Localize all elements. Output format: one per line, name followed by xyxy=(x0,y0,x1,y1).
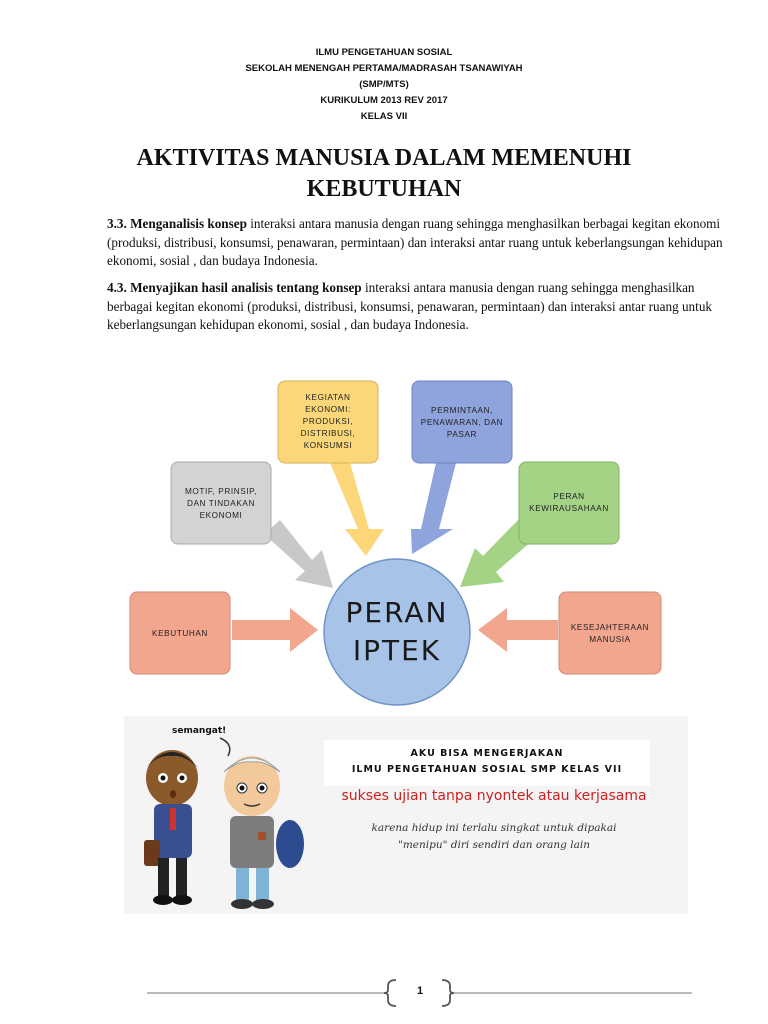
header-curriculum: KURIKULUM 2013 REV 2017 xyxy=(320,95,448,106)
node-label-motif-1: MOTIF, PRINSIP, xyxy=(184,487,258,496)
node-label-kegiatan-2: EKONOMI: xyxy=(305,405,351,414)
node-label-kewirausahaan-1: PERAN xyxy=(553,492,585,501)
node-label-kegiatan-4: DISTRIBUSI, xyxy=(300,429,356,438)
banner-quote xyxy=(324,820,664,854)
node-label-permintaan-2: PENAWARAN, DAN xyxy=(420,418,504,427)
node-label-kesejahteraan-1: KESEJAHTERAAN xyxy=(570,623,650,632)
hub-label-line-2: IPTEK xyxy=(352,634,442,667)
banner-slogan: sukses ujian tanpa nyontek atau kerjasama xyxy=(341,788,647,804)
node-box-kesejahteraan xyxy=(559,592,661,674)
hub-circle xyxy=(324,559,470,705)
motivation-banner xyxy=(124,716,688,914)
node-label-kebutuhan: KEBUTUHAN xyxy=(152,629,208,638)
document-header xyxy=(0,45,768,125)
header-class: KELAS VII xyxy=(360,111,408,122)
objective-text: interaksi antara manusia dengan ruang sehingga menghasilkan berbagai kegitan ekonomi (produksi, distribusi, konsumsi, penawaran, permintaan) dan interaksi antar ruang untuk keberlangsungan kehidupan ekonomi, sosial , dan budaya Indonesia. xyxy=(107,216,723,268)
title-line-1: AKTIVITAS MANUSIA DALAM MEMENUHI xyxy=(136,145,632,171)
header-school: SEKOLAH MENENGAH PERTAMA/MADRASAH TSANAWIYAH xyxy=(245,63,523,74)
arrow-kesejahteraan xyxy=(478,608,558,652)
arrow-motif xyxy=(264,520,333,588)
banner-heading-line-1: AKU BISA MENGERJAKAN xyxy=(410,748,564,759)
arrow-permintaan xyxy=(411,463,456,554)
speech-bubble-text: semangat! xyxy=(172,726,227,736)
node-label-permintaan-1: PERMINTAAN, xyxy=(431,406,493,415)
objective-3-3 xyxy=(107,215,727,271)
banner-quote-line-1: karena hidup ini terlalu singkat untuk dipakai xyxy=(371,822,617,834)
objective-label: 3.3. Menganalisis konsep xyxy=(107,216,247,231)
node-label-kewirausahaan-2: KEWIRAUSAHAAN xyxy=(529,504,609,513)
node-label-kegiatan-1: KEGIATAN xyxy=(305,393,351,402)
iptek-diagram xyxy=(0,370,768,710)
cartoon-students-illustration xyxy=(124,716,314,914)
objective-text: interaksi antara manusia dengan ruang sehingga menghasilkan berbagai kegitan ekonomi (produksi, distribusi, konsumsi, penawaran, permintaan) dan interaksi antar ruang untuk keberlangsungan kehidupan ekonomi, sosial , dan budaya Indonesia. xyxy=(107,280,713,332)
objective-label: 4.3. Menyajikan hasil analisis tentang konsep xyxy=(107,280,362,295)
arrow-kebutuhan xyxy=(232,608,318,652)
header-school-abbr: (SMP/MTS) xyxy=(359,79,409,90)
page-number: 1 xyxy=(416,985,424,997)
node-label-kegiatan-3: PRODUKSI, xyxy=(302,417,354,426)
node-label-motif-2: DAN TINDAKAN xyxy=(186,499,256,508)
node-label-kesejahteraan-2: MANUSIA xyxy=(589,635,631,644)
title-line-2: KEBUTUHAN xyxy=(306,176,462,202)
hub-label-line-1: PERAN xyxy=(345,596,449,629)
banner-quote-line-2: "menipu" diri sendiri dan orang lain xyxy=(398,839,590,851)
node-label-permintaan-3: PASAR xyxy=(446,430,478,439)
banner-heading xyxy=(324,740,650,786)
header-subject: ILMU PENGETAHUAN SOSIAL xyxy=(315,47,453,58)
arrow-kegiatan xyxy=(330,463,384,556)
banner-heading-line-2: ILMU PENGETAHUAN SOSIAL SMP KELAS VII xyxy=(351,764,623,775)
node-label-kegiatan-5: KONSUMSI xyxy=(303,441,353,450)
node-label-motif-3: EKONOMI xyxy=(199,511,243,520)
objective-4-3 xyxy=(107,279,727,335)
node-box-kewirausahaan xyxy=(519,462,619,544)
page-title xyxy=(0,143,768,205)
